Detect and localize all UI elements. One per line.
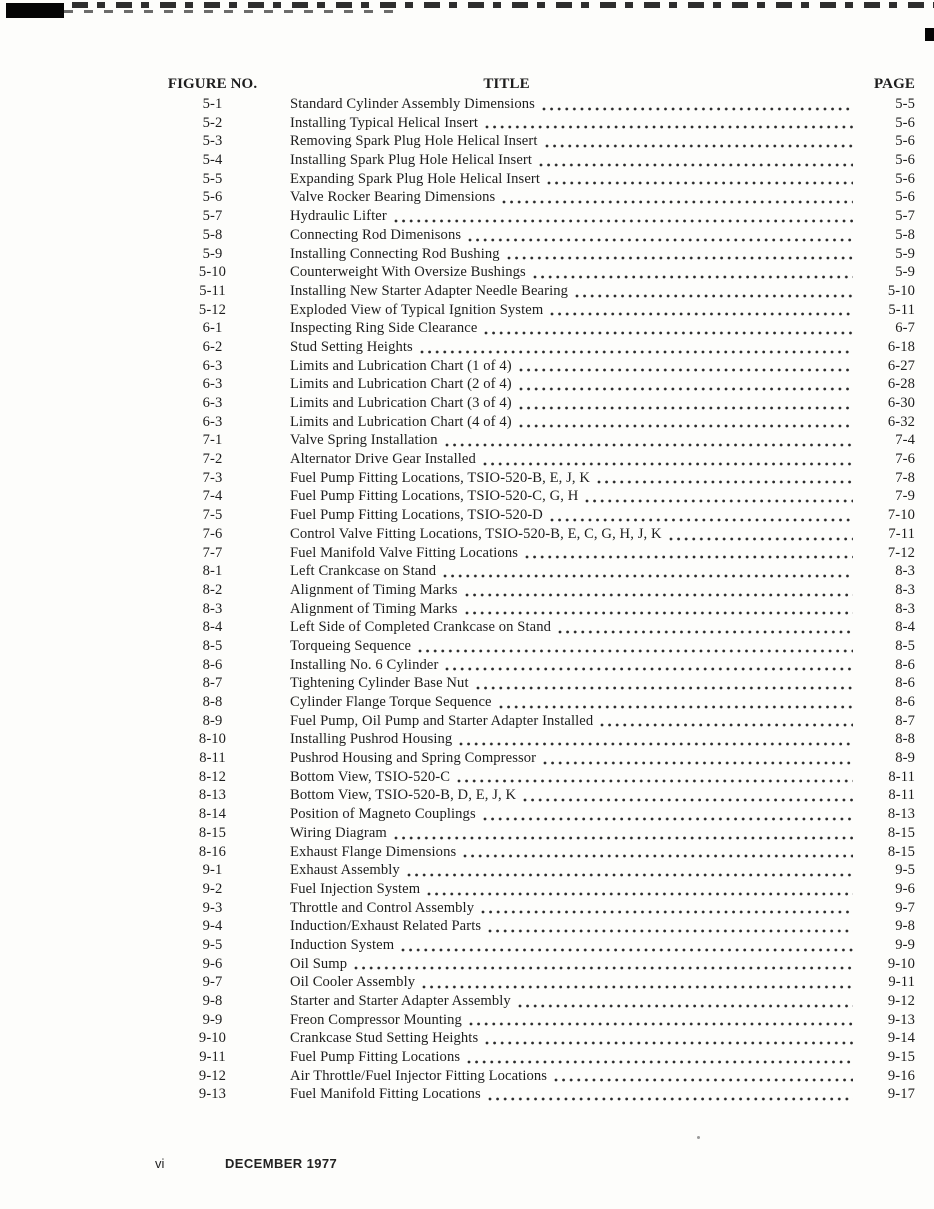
dot-leader <box>499 705 853 709</box>
figure-number: 9-10 <box>198 1030 227 1047</box>
figure-title: Installing Typical Helical Insert <box>290 114 479 131</box>
figure-row <box>155 862 915 881</box>
figure-title: Limits and Lubrication Chart (2 of 4) <box>290 376 512 393</box>
figure-title: Torqueing Sequence <box>290 637 412 654</box>
figure-title: Pushrod Housing and Spring Compressor <box>290 750 537 767</box>
figure-row <box>155 96 915 115</box>
figure-page: 6-32 <box>887 413 915 430</box>
figure-title: Exhaust Assembly <box>290 862 400 879</box>
figure-page: 5-6 <box>895 189 915 206</box>
figure-page: 8-11 <box>888 768 915 785</box>
figure-number: 6-3 <box>202 413 223 430</box>
figure-page: 9-9 <box>895 936 915 953</box>
scan-artifact-speck <box>697 1136 700 1139</box>
figure-title: Installing Connecting Rod Bushing <box>290 245 500 262</box>
figure-page: 9-7 <box>895 899 915 916</box>
dot-leader <box>519 406 853 410</box>
scan-artifact-top-left-bar <box>6 3 64 18</box>
figure-page: 7-11 <box>888 525 915 542</box>
dot-leader <box>445 667 853 671</box>
figure-number: 6-1 <box>202 320 223 337</box>
figure-row <box>155 844 915 863</box>
figure-number: 5-7 <box>202 208 223 225</box>
figure-page: 5-5 <box>895 96 915 112</box>
figure-row <box>155 1086 915 1105</box>
figure-page: 9-16 <box>887 1067 915 1084</box>
figure-page: 8-15 <box>887 843 915 860</box>
figure-number: 9-7 <box>202 974 223 991</box>
dot-leader <box>519 368 853 372</box>
dot-leader <box>545 144 854 148</box>
figure-number: 9-8 <box>202 993 223 1009</box>
figure-number: 8-1 <box>202 563 223 580</box>
dot-leader <box>539 163 853 167</box>
figure-page: 8-13 <box>887 806 915 823</box>
figure-row <box>155 189 915 208</box>
figure-page: 9-10 <box>887 955 915 972</box>
figure-page: 8-9 <box>895 750 915 767</box>
figure-row <box>155 918 915 937</box>
figure-page: 5-8 <box>895 226 915 243</box>
figure-number: 8-14 <box>198 806 227 823</box>
column-header-page: PAGE <box>874 76 915 92</box>
figure-number: 6-3 <box>202 357 223 374</box>
dot-leader <box>476 686 853 690</box>
figure-row <box>155 881 915 900</box>
figure-number: 7-2 <box>202 451 223 468</box>
dot-leader <box>547 181 853 185</box>
figure-page: 5-11 <box>888 301 915 318</box>
figure-title: Tightening Cylinder Base Nut <box>290 675 469 692</box>
figure-title: Valve Rocker Bearing Dimensions <box>290 189 496 206</box>
dot-leader <box>585 499 853 503</box>
figure-page: 9-12 <box>887 993 915 1009</box>
figure-title: Air Throttle/Fuel Injector Fitting Locations <box>290 1067 548 1084</box>
figure-row <box>155 1068 915 1087</box>
dot-leader <box>407 873 853 877</box>
dot-leader <box>597 480 853 484</box>
scan-artifact-top-dashes <box>72 2 934 8</box>
figure-number: 8-5 <box>202 637 223 654</box>
dot-leader <box>457 779 853 783</box>
figure-page: 8-3 <box>895 600 915 617</box>
figure-page: 9-14 <box>887 1030 915 1047</box>
figure-page: 6-28 <box>887 376 915 393</box>
figure-page: 9-11 <box>888 974 915 991</box>
figure-page: 8-7 <box>895 712 915 729</box>
dot-leader <box>459 742 853 746</box>
figure-number: 5-5 <box>202 170 223 187</box>
figure-page: 8-6 <box>895 694 915 710</box>
dot-leader <box>523 798 853 802</box>
figure-page: 5-6 <box>895 133 915 150</box>
figure-row <box>155 451 915 470</box>
figure-number: 5-3 <box>202 133 223 150</box>
figure-number: 8-3 <box>202 600 223 617</box>
figure-page: 7-8 <box>895 469 915 486</box>
figure-page: 8-6 <box>895 656 915 673</box>
figure-number: 7-3 <box>202 469 223 486</box>
figure-row <box>155 806 915 825</box>
figure-number: 9-12 <box>198 1067 227 1084</box>
figure-title: Limits and Lubrication Chart (4 of 4) <box>290 413 512 430</box>
figure-number: 8-13 <box>198 787 227 804</box>
figure-number: 8-4 <box>202 619 223 636</box>
figure-number: 8-15 <box>198 824 227 841</box>
dot-leader <box>519 387 853 391</box>
figure-title: Stud Setting Heights <box>290 338 413 355</box>
figure-row <box>155 731 915 750</box>
figure-row <box>155 956 915 975</box>
figure-page: 5-9 <box>895 245 915 262</box>
dot-leader <box>420 350 853 354</box>
figure-page: 5-9 <box>895 264 915 281</box>
figure-row <box>155 937 915 956</box>
figure-row <box>155 488 915 507</box>
figure-row <box>155 246 915 265</box>
figure-page: 8-5 <box>895 637 915 654</box>
figure-row <box>155 1049 915 1068</box>
column-header-figure-no: FIGURE NO. <box>167 76 258 92</box>
figure-row <box>155 582 915 601</box>
figure-page: 9-17 <box>887 1086 915 1103</box>
figure-page: 9-15 <box>887 1049 915 1066</box>
figure-title: Bottom View, TSIO-520-C <box>290 768 451 785</box>
figure-row <box>155 264 915 283</box>
figure-number: 5-8 <box>202 226 223 243</box>
figure-number: 9-2 <box>202 880 223 897</box>
footer-date: DECEMBER 1977 <box>225 1156 338 1171</box>
figure-title: Fuel Pump Fitting Locations, TSIO-520-C, G, H <box>290 488 579 505</box>
figure-title: Bottom View, TSIO-520-B, D, E, J, K <box>290 787 517 804</box>
figure-page: 8-4 <box>895 619 915 636</box>
table-header <box>155 76 915 93</box>
figure-number: 8-7 <box>202 675 223 692</box>
dot-leader <box>427 892 853 896</box>
dot-leader <box>542 107 853 111</box>
figure-row <box>155 675 915 694</box>
figure-page: 8-15 <box>887 824 915 841</box>
figure-title: Alternator Drive Gear Installed <box>290 451 476 468</box>
figure-title: Oil Cooler Assembly <box>290 974 416 991</box>
figure-row <box>155 339 915 358</box>
figure-number: 9-6 <box>202 955 223 972</box>
figure-page: 6-30 <box>887 395 915 411</box>
dot-leader <box>575 294 853 298</box>
dot-leader <box>525 555 853 559</box>
figure-title: Wiring Diagram <box>290 824 387 841</box>
figure-page: 7-6 <box>895 451 915 468</box>
figure-page: 9-6 <box>895 880 915 897</box>
figure-number: 5-9 <box>202 245 223 262</box>
figure-row <box>155 657 915 676</box>
figure-row <box>155 320 915 339</box>
figure-row <box>155 302 915 321</box>
figure-title: Removing Spark Plug Hole Helical Insert <box>290 133 538 150</box>
dot-leader <box>445 443 853 447</box>
figure-number: 9-3 <box>202 899 223 916</box>
dot-leader <box>443 574 853 578</box>
figure-row <box>155 507 915 526</box>
figure-page: 8-11 <box>888 787 915 804</box>
scan-artifact-top-dashes-2 <box>64 10 394 13</box>
figure-title: Induction/Exhaust Related Parts <box>290 918 482 935</box>
figure-page: 7-10 <box>887 507 915 524</box>
figure-page: 5-6 <box>895 170 915 187</box>
figure-title: Connecting Rod Dimenisons <box>290 226 462 243</box>
scan-artifact-right-mark <box>925 28 934 41</box>
figure-row <box>155 787 915 806</box>
dot-leader <box>483 817 853 821</box>
dot-leader <box>533 275 853 279</box>
figure-number: 5-2 <box>202 114 223 131</box>
figure-number: 9-4 <box>202 918 223 935</box>
figure-number: 7-6 <box>202 525 223 542</box>
figure-title: Counterweight With Oversize Bushings <box>290 264 526 281</box>
figure-title: Alignment of Timing Marks <box>290 581 458 598</box>
dot-leader <box>469 1022 853 1026</box>
figure-title: Hydraulic Lifter <box>290 208 387 225</box>
dot-leader <box>465 611 853 615</box>
figure-number: 9-5 <box>202 936 223 953</box>
figure-number: 8-10 <box>198 731 227 748</box>
figure-title: Position of Magneto Couplings <box>290 806 476 823</box>
figure-row <box>155 545 915 564</box>
figure-row <box>155 283 915 302</box>
figure-row <box>155 563 915 582</box>
figure-row <box>155 208 915 227</box>
figure-title: Left Crankcase on Stand <box>290 563 437 580</box>
dot-leader <box>484 331 853 335</box>
dot-leader <box>483 462 853 466</box>
figure-number: 6-3 <box>202 395 223 411</box>
figure-number: 5-10 <box>198 264 227 281</box>
figure-page: 6-27 <box>887 357 915 374</box>
figure-title: Installing New Starter Adapter Needle Bearing <box>290 282 569 299</box>
figure-number: 7-5 <box>202 507 223 524</box>
figure-number: 8-6 <box>202 656 223 673</box>
figure-row <box>155 974 915 993</box>
figure-title: Installing Spark Plug Hole Helical Insert <box>290 152 533 169</box>
figure-page: 8-8 <box>895 731 915 748</box>
figure-title: Expanding Spark Plug Hole Helical Insert <box>290 170 541 187</box>
figure-title: Left Side of Completed Crankcase on Stand <box>290 619 552 636</box>
figure-number: 7-1 <box>202 432 223 449</box>
figure-title: Control Valve Fitting Locations, TSIO-520-B, E, C, G, H, J, K <box>290 525 662 542</box>
figure-number: 7-7 <box>202 544 223 561</box>
figure-number: 9-1 <box>202 862 223 879</box>
list-of-figures <box>155 76 915 1105</box>
figure-row <box>155 227 915 246</box>
figure-row <box>155 376 915 395</box>
figure-title: Valve Spring Installation <box>290 432 438 449</box>
figure-page: 7-9 <box>895 488 915 505</box>
figure-page: 8-3 <box>895 563 915 580</box>
figure-number: 7-4 <box>202 488 223 505</box>
figure-title: Crankcase Stud Setting Heights <box>290 1030 479 1047</box>
dot-leader <box>418 649 853 653</box>
figure-title: Fuel Pump, Oil Pump and Starter Adapter Installed <box>290 712 594 729</box>
figure-number: 6-2 <box>202 338 223 355</box>
figure-row <box>155 750 915 769</box>
dot-leader <box>543 761 853 765</box>
figure-row <box>155 115 915 134</box>
figure-row <box>155 470 915 489</box>
dot-leader <box>507 256 853 260</box>
dot-leader <box>401 948 853 952</box>
figure-row <box>155 638 915 657</box>
figure-page: 7-12 <box>887 544 915 561</box>
page-footer <box>155 1156 855 1171</box>
figure-row <box>155 358 915 377</box>
figure-list <box>155 96 915 1105</box>
figure-number: 5-12 <box>198 301 227 318</box>
figure-row <box>155 1012 915 1031</box>
dot-leader <box>488 1097 853 1101</box>
figure-row <box>155 414 915 433</box>
figure-row <box>155 900 915 919</box>
figure-row <box>155 133 915 152</box>
dot-leader <box>465 593 853 597</box>
column-header-title: TITLE <box>483 76 530 92</box>
figure-number: 8-9 <box>202 712 223 729</box>
figure-title: Fuel Manifold Fitting Locations <box>290 1086 481 1103</box>
dot-leader <box>550 312 853 316</box>
figure-page: 6-7 <box>895 320 915 337</box>
figure-title: Fuel Pump Fitting Locations, TSIO-520-B, E, J, K <box>290 469 591 486</box>
figure-page: 5-6 <box>895 152 915 169</box>
dot-leader <box>488 929 853 933</box>
dot-leader <box>518 1004 853 1008</box>
figure-number: 8-8 <box>202 694 223 710</box>
figure-row <box>155 993 915 1012</box>
figure-row <box>155 769 915 788</box>
figure-title: Throttle and Control Assembly <box>290 899 475 916</box>
dot-leader <box>502 200 853 204</box>
figure-title: Cylinder Flange Torque Sequence <box>290 694 492 710</box>
dot-leader <box>481 910 853 914</box>
dot-leader <box>422 985 853 989</box>
figure-number: 5-1 <box>202 96 223 112</box>
figure-row <box>155 601 915 620</box>
figure-page: 9-8 <box>895 918 915 935</box>
figure-title: Oil Sump <box>290 955 348 972</box>
figure-number: 5-11 <box>199 282 226 299</box>
figure-title: Inspecting Ring Side Clearance <box>290 320 478 337</box>
figure-row <box>155 713 915 732</box>
figure-row <box>155 619 915 638</box>
figure-row <box>155 432 915 451</box>
figure-title: Exhaust Flange Dimensions <box>290 843 457 860</box>
figure-number: 5-6 <box>202 189 223 206</box>
dot-leader <box>600 723 853 727</box>
figure-page: 5-7 <box>895 208 915 225</box>
figure-page: 6-18 <box>887 338 915 355</box>
figure-number: 8-2 <box>202 581 223 598</box>
dot-leader <box>558 630 853 634</box>
dot-leader <box>394 219 853 223</box>
figure-page: 9-5 <box>895 862 915 879</box>
figure-number: 8-16 <box>198 843 227 860</box>
figure-title: Induction System <box>290 936 395 953</box>
dot-leader <box>554 1078 853 1082</box>
dot-leader <box>485 1041 853 1045</box>
figure-title: Installing Pushrod Housing <box>290 731 453 748</box>
dot-leader <box>463 854 853 858</box>
figure-page: 9-13 <box>887 1011 915 1028</box>
figure-row <box>155 171 915 190</box>
figure-title: Fuel Injection System <box>290 880 421 897</box>
figure-number: 9-13 <box>198 1086 227 1103</box>
dot-leader <box>354 966 853 970</box>
figure-row <box>155 694 915 713</box>
dot-leader <box>550 518 853 522</box>
figure-page: 8-6 <box>895 675 915 692</box>
dot-leader <box>468 238 853 242</box>
dot-leader <box>394 836 853 840</box>
figure-row <box>155 152 915 171</box>
figure-title: Alignment of Timing Marks <box>290 600 458 617</box>
figure-page: 7-4 <box>895 432 915 449</box>
figure-title: Fuel Pump Fitting Locations <box>290 1049 461 1066</box>
dot-leader <box>669 537 853 541</box>
dot-leader <box>519 424 853 428</box>
folio-page-number: vi <box>155 1156 165 1171</box>
figure-number: 9-11 <box>199 1049 226 1066</box>
figure-number: 9-9 <box>202 1011 223 1028</box>
figure-title: Installing No. 6 Cylinder <box>290 656 439 673</box>
figure-row <box>155 526 915 545</box>
figure-title: Standard Cylinder Assembly Dimensions <box>290 96 535 112</box>
figure-page: 5-10 <box>887 282 915 299</box>
figure-title: Fuel Pump Fitting Locations, TSIO-520-D <box>290 507 543 524</box>
figure-title: Exploded View of Typical Ignition System <box>290 301 544 318</box>
figure-number: 5-4 <box>202 152 223 169</box>
dot-leader <box>467 1060 853 1064</box>
figure-title: Limits and Lubrication Chart (1 of 4) <box>290 357 512 374</box>
figure-row <box>155 1030 915 1049</box>
dot-leader <box>485 125 853 129</box>
figure-row <box>155 395 915 414</box>
figure-number: 8-12 <box>198 768 227 785</box>
figure-title: Freon Compressor Mounting <box>290 1011 462 1028</box>
figure-number: 6-3 <box>202 376 223 393</box>
figure-title: Starter and Starter Adapter Assembly <box>290 993 511 1009</box>
figure-title: Limits and Lubrication Chart (3 of 4) <box>290 395 512 411</box>
figure-page: 8-3 <box>895 581 915 598</box>
figure-page: 5-6 <box>895 114 915 131</box>
figure-title: Fuel Manifold Valve Fitting Locations <box>290 544 518 561</box>
figure-number: 8-11 <box>199 750 226 767</box>
figure-row <box>155 825 915 844</box>
